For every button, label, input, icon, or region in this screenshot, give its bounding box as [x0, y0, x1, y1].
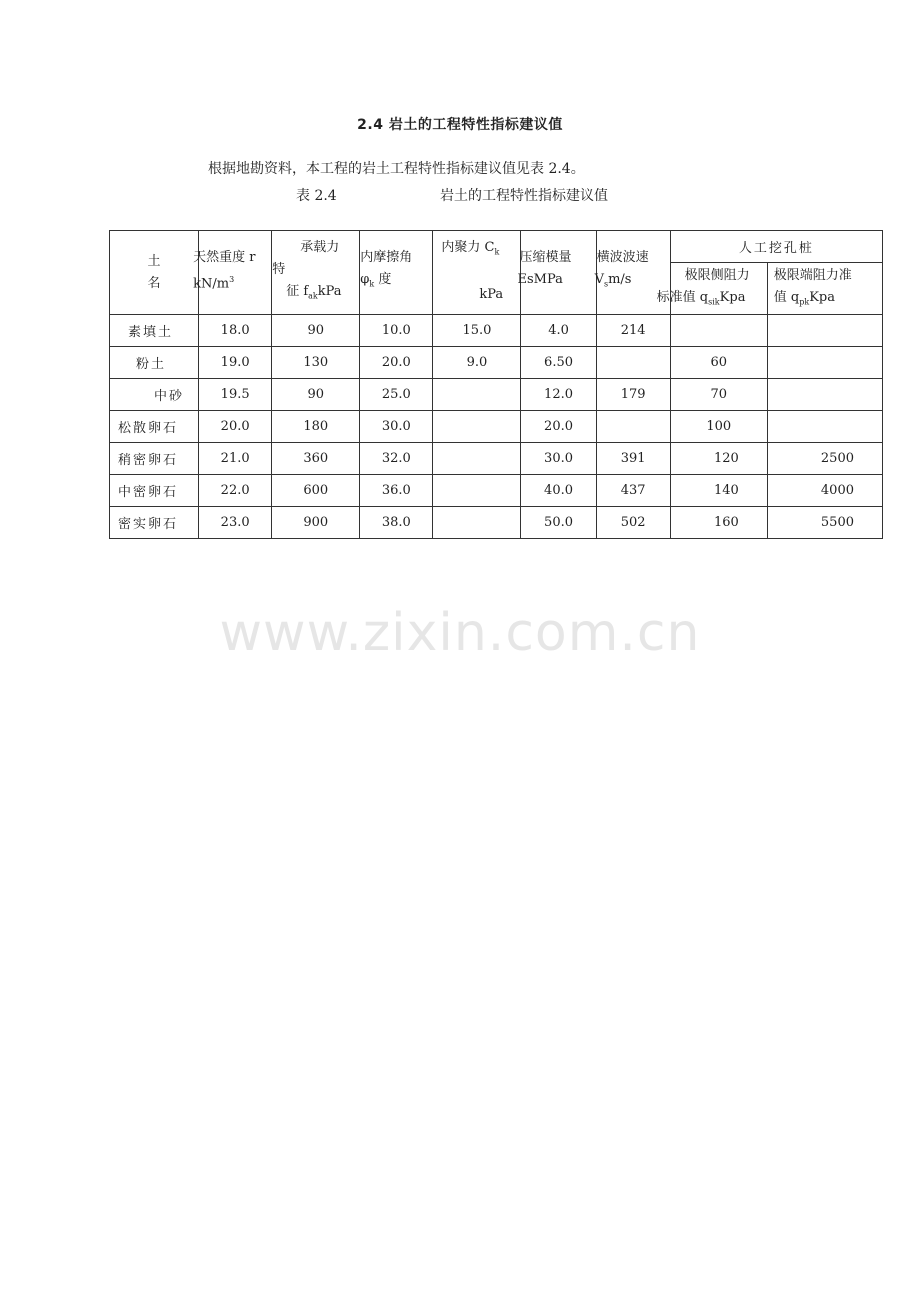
- friction-angle-cell: 25.0: [360, 378, 433, 410]
- bearing-capacity-cell: 900: [272, 506, 360, 538]
- table-row: [110, 474, 883, 506]
- unit-weight-cell: 20.0: [199, 410, 272, 442]
- watermark: www.zixin.com.cn: [219, 603, 701, 663]
- unit-weight-cell: 19.0: [199, 346, 272, 378]
- soil-name-cell: 松散卵石: [110, 410, 199, 442]
- unit-weight-cell: 22.0: [199, 474, 272, 506]
- compression-modulus-cell: 50.0: [521, 506, 596, 538]
- side-resistance-cell: 70: [670, 378, 767, 410]
- cohesion-cell: 9.0: [433, 346, 521, 378]
- header-cohesion: 内聚力 $C_k$ kPa: [433, 231, 521, 315]
- side-resistance-cell: 160: [670, 506, 767, 538]
- table-row: [110, 410, 883, 442]
- end-resistance-cell: [767, 410, 882, 442]
- cohesion-cell: [433, 506, 521, 538]
- header-shear-wave-velocity: 横波波速 $V_sm/s$: [596, 231, 670, 315]
- friction-angle-cell: 20.0: [360, 346, 433, 378]
- shear-wave-velocity-cell: [596, 346, 670, 378]
- bearing-capacity-cell: 90: [272, 314, 360, 346]
- soil-name-cell: 稍密卵石: [110, 442, 199, 474]
- header-end-resistance: 极限端阻力准 值 $q_{pk}Kpa$: [767, 263, 882, 315]
- cohesion-cell: [433, 378, 521, 410]
- shear-wave-velocity-cell: 179: [596, 378, 670, 410]
- side-resistance-cell: 60: [670, 346, 767, 378]
- soil-name-cell: 中密卵石: [110, 474, 199, 506]
- cohesion-cell: 15.0: [433, 314, 521, 346]
- compression-modulus-cell: 12.0: [521, 378, 596, 410]
- header-bearing-capacity: 承载力 特 征 $f_{ak}kPa$: [272, 231, 360, 315]
- bearing-capacity-cell: 130: [272, 346, 360, 378]
- unit-weight-cell: 19.5: [199, 378, 272, 410]
- side-resistance-cell: 100: [670, 410, 767, 442]
- end-resistance-cell: [767, 346, 882, 378]
- friction-angle-cell: 36.0: [360, 474, 433, 506]
- table-row: [110, 378, 883, 410]
- side-resistance-cell: 140: [670, 474, 767, 506]
- friction-angle-cell: 38.0: [360, 506, 433, 538]
- end-resistance-cell: 2500: [767, 442, 882, 474]
- unit-weight-cell: 21.0: [199, 442, 272, 474]
- header-pile-group: 人工挖孔桩: [670, 231, 882, 263]
- unit-weight-cell: 18.0: [199, 314, 272, 346]
- bearing-capacity-cell: 600: [272, 474, 360, 506]
- compression-modulus-cell: 20.0: [521, 410, 596, 442]
- header-row-1: [110, 231, 883, 263]
- properties-table: [109, 230, 883, 539]
- bearing-capacity-cell: 360: [272, 442, 360, 474]
- table-row: [110, 346, 883, 378]
- shear-wave-velocity-cell: 214: [596, 314, 670, 346]
- side-resistance-cell: [670, 314, 767, 346]
- table-row: [110, 442, 883, 474]
- shear-wave-velocity-cell: 502: [596, 506, 670, 538]
- end-resistance-cell: [767, 314, 882, 346]
- friction-angle-cell: 10.0: [360, 314, 433, 346]
- table-caption-text: 岩土的工程特性指标建议值: [440, 188, 608, 204]
- header-unit-weight: 天然重度 r $kN/m^3$: [199, 231, 272, 315]
- soil-name-cell: 密实卵石: [110, 506, 199, 538]
- table-row: [110, 314, 883, 346]
- friction-angle-cell: 30.0: [360, 410, 433, 442]
- soil-name-cell: 中砂: [110, 378, 199, 410]
- side-resistance-cell: 120: [670, 442, 767, 474]
- end-resistance-cell: 5500: [767, 506, 882, 538]
- header-side-resistance: 极限侧阻力 标准值 $q_{sik}Kpa$: [670, 263, 767, 315]
- end-resistance-cell: 4000: [767, 474, 882, 506]
- header-compression-modulus: 压缩模量 EsMPa: [521, 231, 596, 315]
- shear-wave-velocity-cell: 437: [596, 474, 670, 506]
- compression-modulus-cell: 6.50: [521, 346, 596, 378]
- table-body: [110, 314, 883, 538]
- soil-name-cell: 粉土: [110, 346, 199, 378]
- table-row: [110, 506, 883, 538]
- bearing-capacity-cell: 90: [272, 378, 360, 410]
- table-caption-label: 表 2.4: [296, 188, 337, 204]
- cohesion-cell: [433, 410, 521, 442]
- shear-wave-velocity-cell: 391: [596, 442, 670, 474]
- friction-angle-cell: 32.0: [360, 442, 433, 474]
- bearing-capacity-cell: 180: [272, 410, 360, 442]
- end-resistance-cell: [767, 378, 882, 410]
- compression-modulus-cell: 30.0: [521, 442, 596, 474]
- cohesion-cell: [433, 442, 521, 474]
- compression-modulus-cell: 40.0: [521, 474, 596, 506]
- soil-name-cell: 素填土: [110, 314, 199, 346]
- header-friction-angle: 内摩擦角 $\varphi_k$ 度: [360, 231, 433, 315]
- cohesion-cell: [433, 474, 521, 506]
- shear-wave-velocity-cell: [596, 410, 670, 442]
- intro-paragraph: 根据地勘资料，本工程的岩土工程特性指标建议值见表 2.4。: [208, 161, 585, 177]
- unit-weight-cell: 23.0: [199, 506, 272, 538]
- header-soil-name: 土 名: [110, 231, 199, 315]
- section-title: 2.4 岩土的工程特性指标建议值: [357, 117, 563, 133]
- compression-modulus-cell: 4.0: [521, 314, 596, 346]
